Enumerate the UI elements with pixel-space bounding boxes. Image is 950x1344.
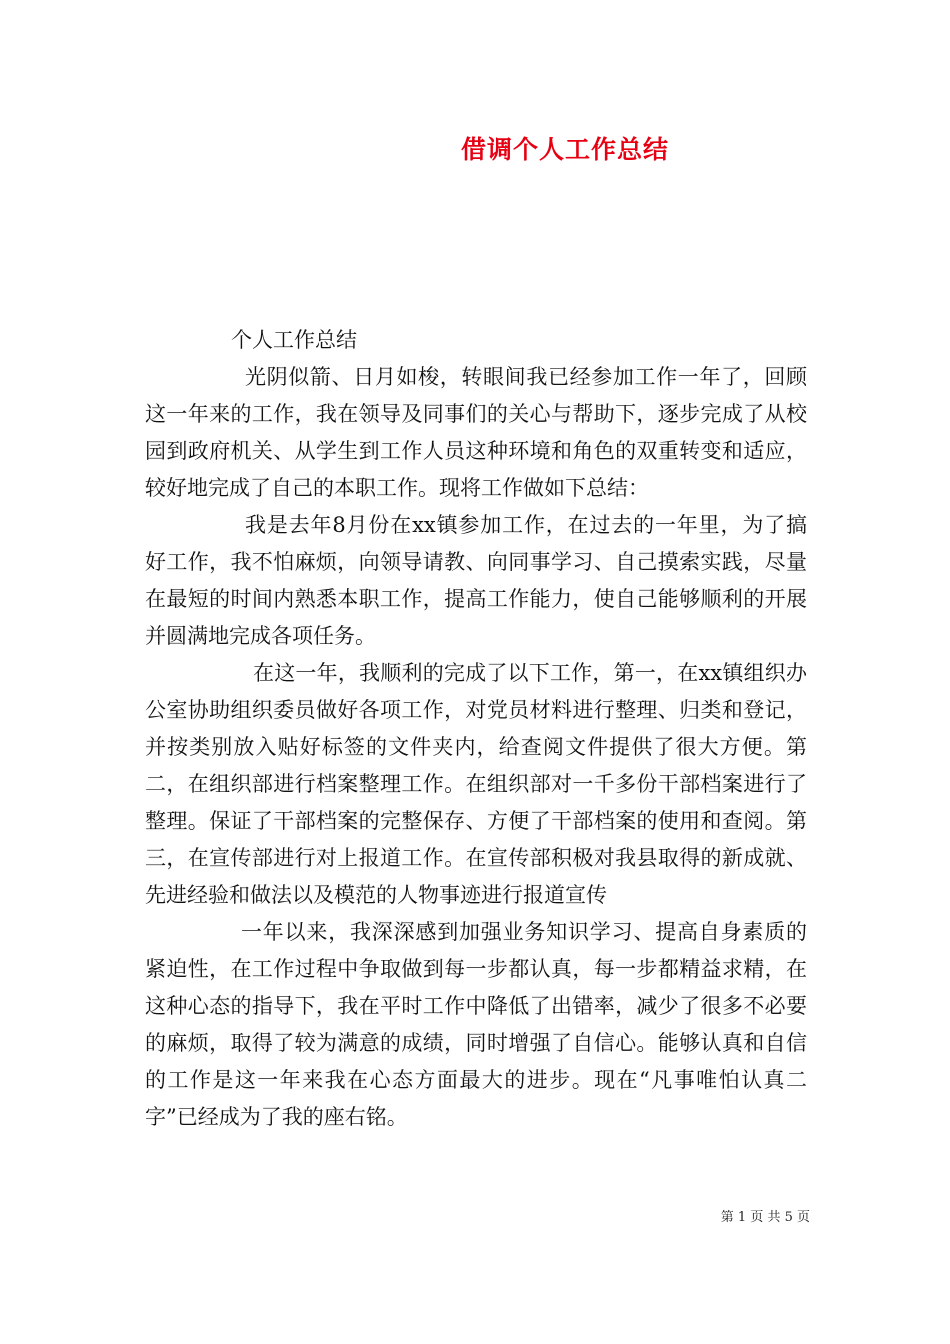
document-title: 借调个人工作总结: [460, 135, 669, 164]
document-body: [145, 322, 807, 1136]
paragraph-intro: 光阴似箭、日月如梭，转眼间我已经参加工作一年了，回顾这一年来的工作，我在领导及同事们的关心与帮助下，逐步完成了从校园到政府机关、从学生到工作人员这种环境和角色的双重转变和适应，较好地完成了自己的本职工作。现将工作做如下总结：: [145, 365, 807, 500]
paragraph-start-work: 我是去年8月份在xx镇参加工作，在过去的一年里，为了搞好工作，我不怕麻烦，向领导请教、向同事学习、自己摸索实践，尽量在最短的时间内熟悉本职工作，提高工作能力，使自己能够顺利的开展并圆满地完成各项任务。: [145, 513, 807, 648]
paragraph-reflection: 一年以来，我深深感到加强业务知识学习、提高自身素质的紧迫性，在工作过程中争取做到每一步都认真，每一步都精益求精，在这种心态的指导下，我在平时工作中降低了出错率，减少了很多不必要的麻烦，取得了较为满意的成绩，同时增强了自信心。能够认真和自信的工作是这一年来我在心态方面最大的进步。现在“凡事唯怕认真二字”已经成为了我的座右铭。: [145, 920, 807, 1129]
section-subtitle: 个人工作总结: [231, 328, 357, 352]
page-number-footer: 第 1 页 共 5 页: [720, 1210, 810, 1225]
paragraph-achievements: 在这一年，我顺利的完成了以下工作，第一，在xx镇组织办公室协助组织委员做好各项工作，对党员材料进行整理、归类和登记，并按类别放入贴好标签的文件夹内，给查阅文件提供了很大方便。第二，在组织部进行档案整理工作。在组织部对一千多份干部档案进行了整理。保证了干部档案的完整保存、方便了干部档案的使用和查阅。第三，在宣传部进行对上报道工作。在宣传部积极对我县取得的新成就、先进经验和做法以及模范的人物事迹进行报道宣传: [145, 661, 807, 907]
